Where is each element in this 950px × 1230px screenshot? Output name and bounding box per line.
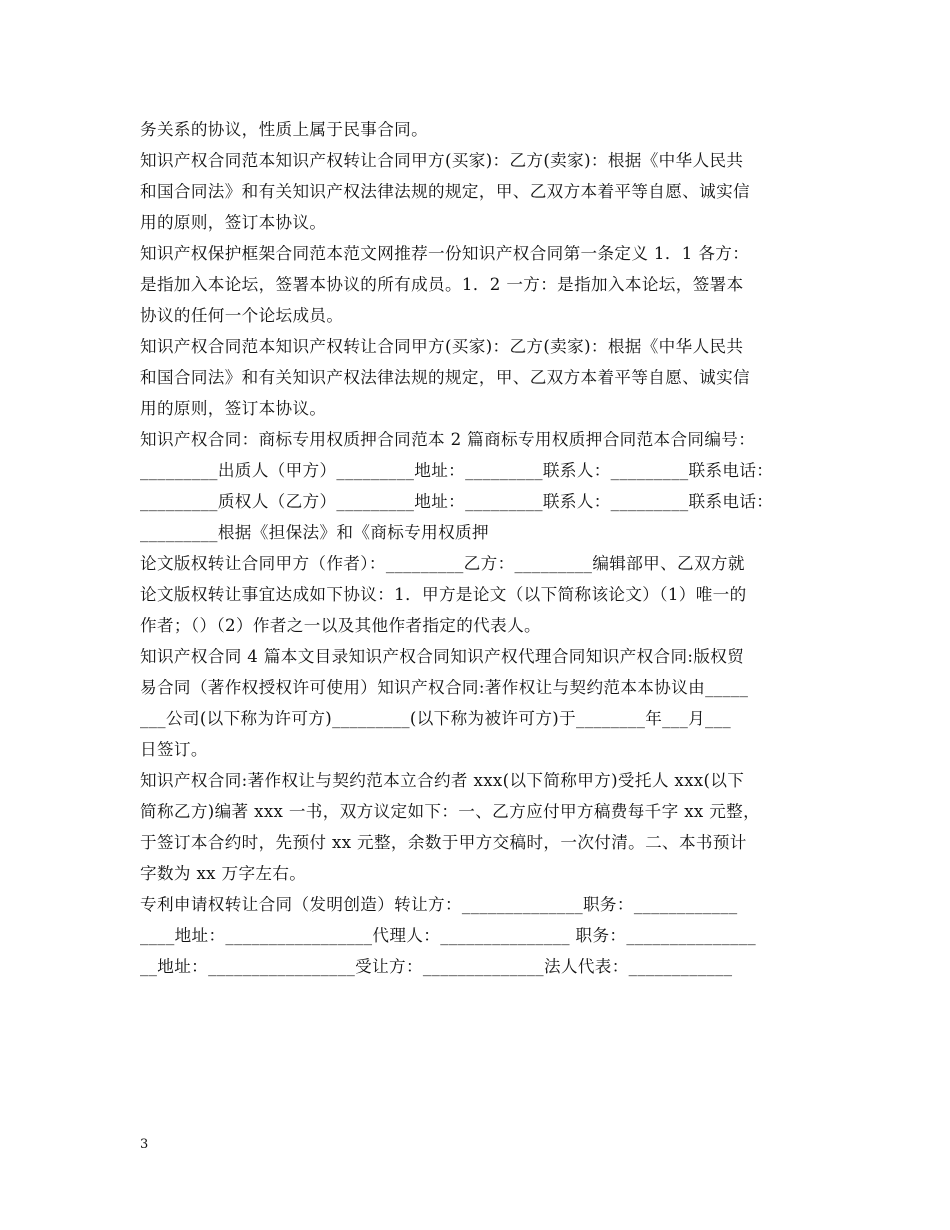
text-line: 论文版权转让事宜达成如下协议：1．甲方是论文（以下简称该论文）（1）唯一的 (140, 585, 747, 604)
text-line: 字数为 xx 万字左右。 (140, 864, 307, 883)
text-line: 专利申请权转让合同（发明创造）转让方：______________职务：____________ (140, 895, 738, 914)
text-line: 易合同（著作权授权许可使用）知识产权合同:著作权让与契约范本本协议由_____ (140, 678, 749, 697)
text-line: 协议的任何一个论坛成员。 (140, 306, 344, 325)
text-line: 知识产权合同范本知识产权转让合同甲方(买家)：乙方(卖家)：根据《中华人民共 (140, 337, 744, 356)
text-line: 知识产权合同:著作权让与契约范本立合约者 xxx(以下简称甲方)受托人 xxx(以下 (140, 771, 745, 790)
text-line: 作者；（）（2）作者之一以及其他作者指定的代表人。 (140, 616, 541, 635)
text-line: 知识产权合同：商标专用权质押合同范本 2 篇商标专用权质押合同范本合同编号： (140, 430, 756, 449)
text-line: 日签订。 (140, 740, 208, 759)
text-line: 是指加入本论坛，签署本协议的所有成员。1．2 一方：是指加入本论坛，签署本 (140, 275, 744, 294)
text-line: ___公司(以下称为许可方)_________(以下称为被许可方)于________年___月___ (140, 709, 731, 728)
text-line: 论文版权转让合同甲方（作者）：_________乙方：_________编辑部甲、乙双方就 (140, 554, 745, 573)
text-line: 用的原则，签订本协议。 (140, 399, 327, 418)
text-line: _________根据《担保法》和《商标专用权质押 (140, 523, 489, 542)
text-line: 知识产权合同 4 篇本文目录知识产权合同知识产权代理合同知识产权合同:版权贸 (140, 647, 745, 666)
text-line: 知识产权保护框架合同范本范文网推荐一份知识产权合同第一条定义 1．1 各方： (140, 244, 750, 263)
text-line: 和国合同法》和有关知识产权法律法规的规定，甲、乙双方本着平等自愿、诚实信 (140, 182, 750, 201)
page-number: 3 (140, 1137, 149, 1152)
text-line: 用的原则，签订本协议。 (140, 213, 327, 232)
text-line: 于签订本合约时，先预付 xx 元整，余数于甲方交稿时，一次付清。二、本书预计 (140, 833, 747, 852)
text-line: 务关系的协议，性质上属于民事合同。 (140, 120, 429, 139)
document-body (140, 114, 820, 982)
text-line: _________出质人（甲方）_________地址：_________联系人：_________联系电话： (140, 461, 774, 480)
text-line: __地址：_________________受让方：______________法人代表：____________ (140, 957, 733, 976)
text-line: _________质权人（乙方）_________地址：_________联系人：_________联系电话： (140, 492, 774, 511)
text-line: 简称乙方)编著 xxx 一书，双方议定如下：一、乙方应付甲方稿费每千字 xx 元整， (140, 802, 761, 821)
text-line: 知识产权合同范本知识产权转让合同甲方(买家)：乙方(卖家)：根据《中华人民共 (140, 151, 744, 170)
text-line: ____地址：_________________代理人：_______________ 职务：_______________ (140, 926, 757, 945)
text-line: 和国合同法》和有关知识产权法律法规的规定，甲、乙双方本着平等自愿、诚实信 (140, 368, 750, 387)
